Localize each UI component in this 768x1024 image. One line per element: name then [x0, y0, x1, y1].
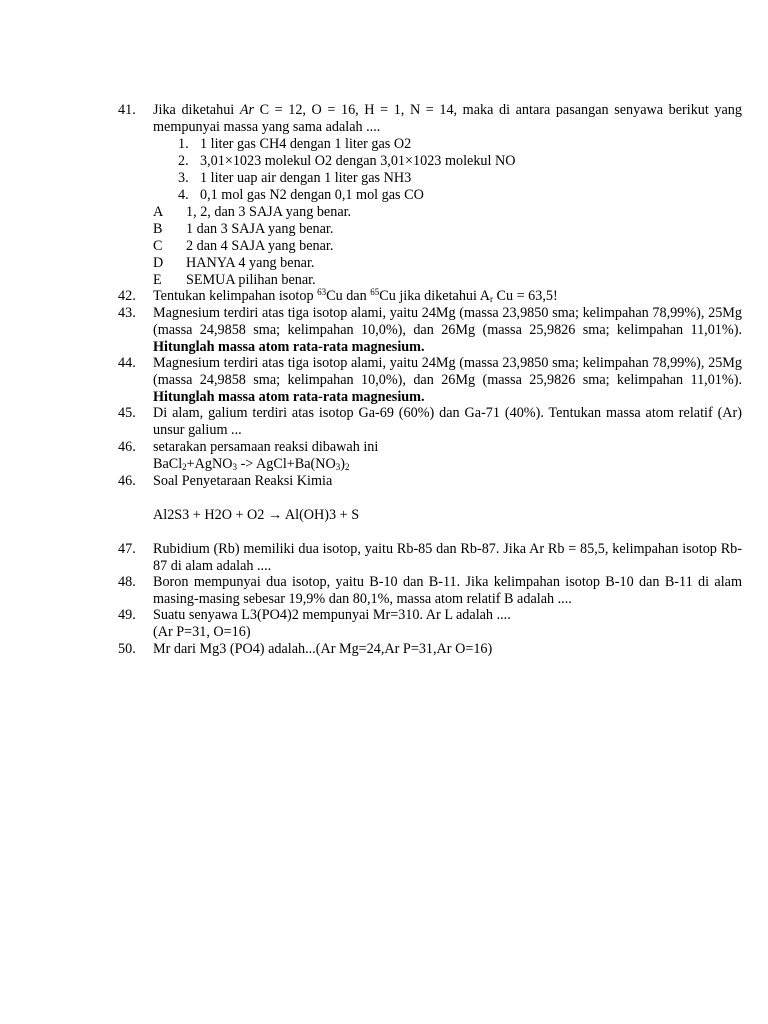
question-number: 48.: [118, 574, 136, 590]
question-number: 47.: [118, 541, 136, 557]
reaction-formula: BaCl$_2$+AgNO$_3$ -> $AgCl+Ba(NO_3)_2$: [153, 456, 350, 472]
question-text: Mr dari Mg3 (PO4) adalah...(Ar Mg=24,Ar P=31,Ar O=16): [153, 641, 493, 657]
question-number: 49.: [118, 607, 136, 623]
question-number: 42.: [118, 288, 136, 304]
question-45: [118, 405, 742, 439]
question-46-a: [118, 439, 742, 473]
question-number: 46.: [118, 439, 136, 455]
question-text: Di alam, galium terdiri atas isotop Ga-69 (60%) dan Ga-71 (40%). Tentukan massa atom relatif (Ar) unsur galium ...: [153, 405, 742, 438]
question-number: 41.: [118, 102, 136, 118]
arrow-icon: →: [267, 507, 283, 523]
question-49: [118, 607, 742, 641]
option-c: C 2 dan 4 SAJA yang benar.: [153, 238, 334, 254]
option-e: E SEMUA pilihan benar.: [153, 272, 316, 288]
question-48: [118, 574, 742, 608]
question-number: 43.: [118, 305, 136, 321]
question-text: Tentukan kelimpahan isotop $^{63}$Cu dan $^{65}$Cu jika diketahui $A_r$ Cu = 63,5!: [153, 287, 558, 304]
question-number: 45.: [118, 405, 136, 421]
statement-item: 2. 3,01×1023 molekul O2 dengan 3,01×1023 molekul NO: [178, 153, 516, 169]
question-number: 50.: [118, 641, 136, 657]
question-text: Magnesium terdiri atas tiga isotop alami, yaitu 24Mg (massa 23,9850 sma; kelimpahan 78,99%), 25Mg (massa 24,9858 sma; kelimpahan 10,0%), dan 26Mg (massa 25,9826 sma; kelimpahan 11,01%). Hitunglah massa atom rata-rata magnesium.: [153, 305, 742, 355]
question-50: [118, 641, 742, 658]
question-text: Rubidium (Rb) memiliki dua isotop, yaitu Rb-85 dan Rb-87. Jika Ar Rb = 85,5, kelimpahan isotop Rb-87 di alam adalah ....: [153, 541, 742, 574]
question-text: Magnesium terdiri atas tiga isotop alami, yaitu 24Mg (massa 23,9850 sma; kelimpahan 78,99%), 25Mg (massa 24,9858 sma; kelimpahan 10,0%), dan 26Mg (massa 25,9826 sma; kelimpahan 11,01%). Hitunglah massa atom rata-rata magnesium.: [153, 355, 742, 405]
option-d: D HANYA 4 yang benar.: [153, 255, 315, 271]
question-text: Suatu senyawa L3(PO4)2 mempunyai Mr=310. Ar L adalah ....: [153, 607, 511, 623]
question-text: Boron mempunyai dua isotop, yaitu B-10 dan B-11. Jika kelimpahan isotop B-10 dan B-11 di alam masing-masing sebesar 19,9% dan 80,1%, massa atom relatif B adalah ....: [153, 574, 742, 607]
question-number: 46.: [118, 473, 136, 489]
statement-item: 1. 1 liter gas CH4 dengan 1 liter gas O2: [178, 136, 412, 152]
question-number: 44.: [118, 355, 136, 371]
statement-item: 4. 0,1 mol gas N2 dengan 0,1 mol gas CO: [178, 187, 424, 203]
question-text: Jika diketahui Ar C = 12, O = 16, H = 1, N = 14, maka di antara pasangan senyawa berikut yang mempunyai massa yang sama adalah ....: [153, 102, 742, 135]
option-b: B 1 dan 3 SAJA yang benar.: [153, 221, 334, 237]
question-47: [118, 541, 742, 575]
question-text: setarakan persamaan reaksi dibawah ini: [153, 439, 379, 455]
statement-item: 3. 1 liter uap air dengan 1 liter gas NH3: [178, 170, 412, 186]
question-42: [118, 288, 742, 305]
question-43: [118, 305, 742, 356]
reaction-equation: Al2S3 + H2O + O2 → Al(OH)3 + S: [153, 507, 360, 523]
option-a: A 1, 2, dan 3 SAJA yang benar.: [153, 204, 352, 220]
question-46-b: [118, 473, 742, 524]
question-44: [118, 355, 742, 406]
question-41: [118, 102, 742, 289]
question-title: Soal Penyetaraan Reaksi Kimia: [153, 473, 333, 489]
question-hint: (Ar P=31, O=16): [153, 624, 251, 640]
